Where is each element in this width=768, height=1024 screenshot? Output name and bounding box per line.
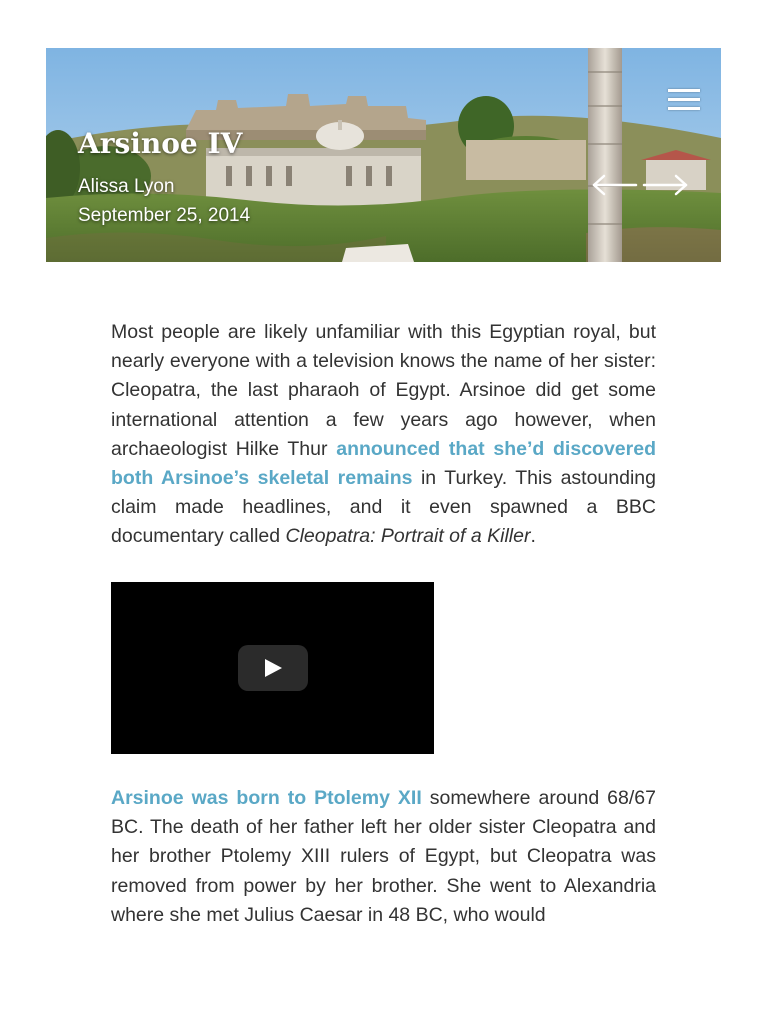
article-paragraph: [111, 318, 656, 552]
post-date: September 25, 2014: [78, 205, 251, 226]
hero-header: [46, 48, 721, 262]
article-paragraph: [111, 784, 656, 930]
birth-link[interactable]: Arsinoe was born to Ptolemy XII: [111, 787, 422, 809]
double-arrow-icon[interactable]: [590, 173, 690, 197]
documentary-title: Cleopatra: Portrait of a Killer: [285, 525, 531, 548]
embedded-video[interactable]: [111, 582, 434, 754]
play-button[interactable]: [238, 645, 308, 691]
discovery-link[interactable]: announced that she’d discovered both Arsinoe’s skeletal remains: [111, 437, 656, 490]
hamburger-menu-icon[interactable]: [664, 86, 704, 114]
paragraph-text: Most people are likely unfamiliar with this Egyptian royal, but nearly everyone with a television knows the name of her sister: Cleopatra, the last pharaoh of Egypt. Arsinoe did get some international attention a few years ago however, when archaeologist Hilke Thur: [111, 321, 656, 460]
paragraph-text: somewhere around 68/67 BC. The death of her father left her older sister Cleopatra and her brother Ptolemy XIII rulers of Egypt, but Cleopatra was removed from power by her brother. She went to Alexandria where she met Julius Caesar in 48 BC, who would: [111, 787, 656, 926]
page-title: Arsinoe IV: [78, 127, 243, 160]
paragraph-text: in Turkey. This astounding claim made headlines, and it even spawned a BBC documentary called: [111, 467, 656, 548]
article-body: [111, 318, 656, 552]
article-section: [111, 784, 656, 930]
post-author[interactable]: Alissa Lyon: [78, 176, 175, 197]
paragraph-end: .: [530, 525, 536, 548]
play-icon: [263, 658, 283, 678]
